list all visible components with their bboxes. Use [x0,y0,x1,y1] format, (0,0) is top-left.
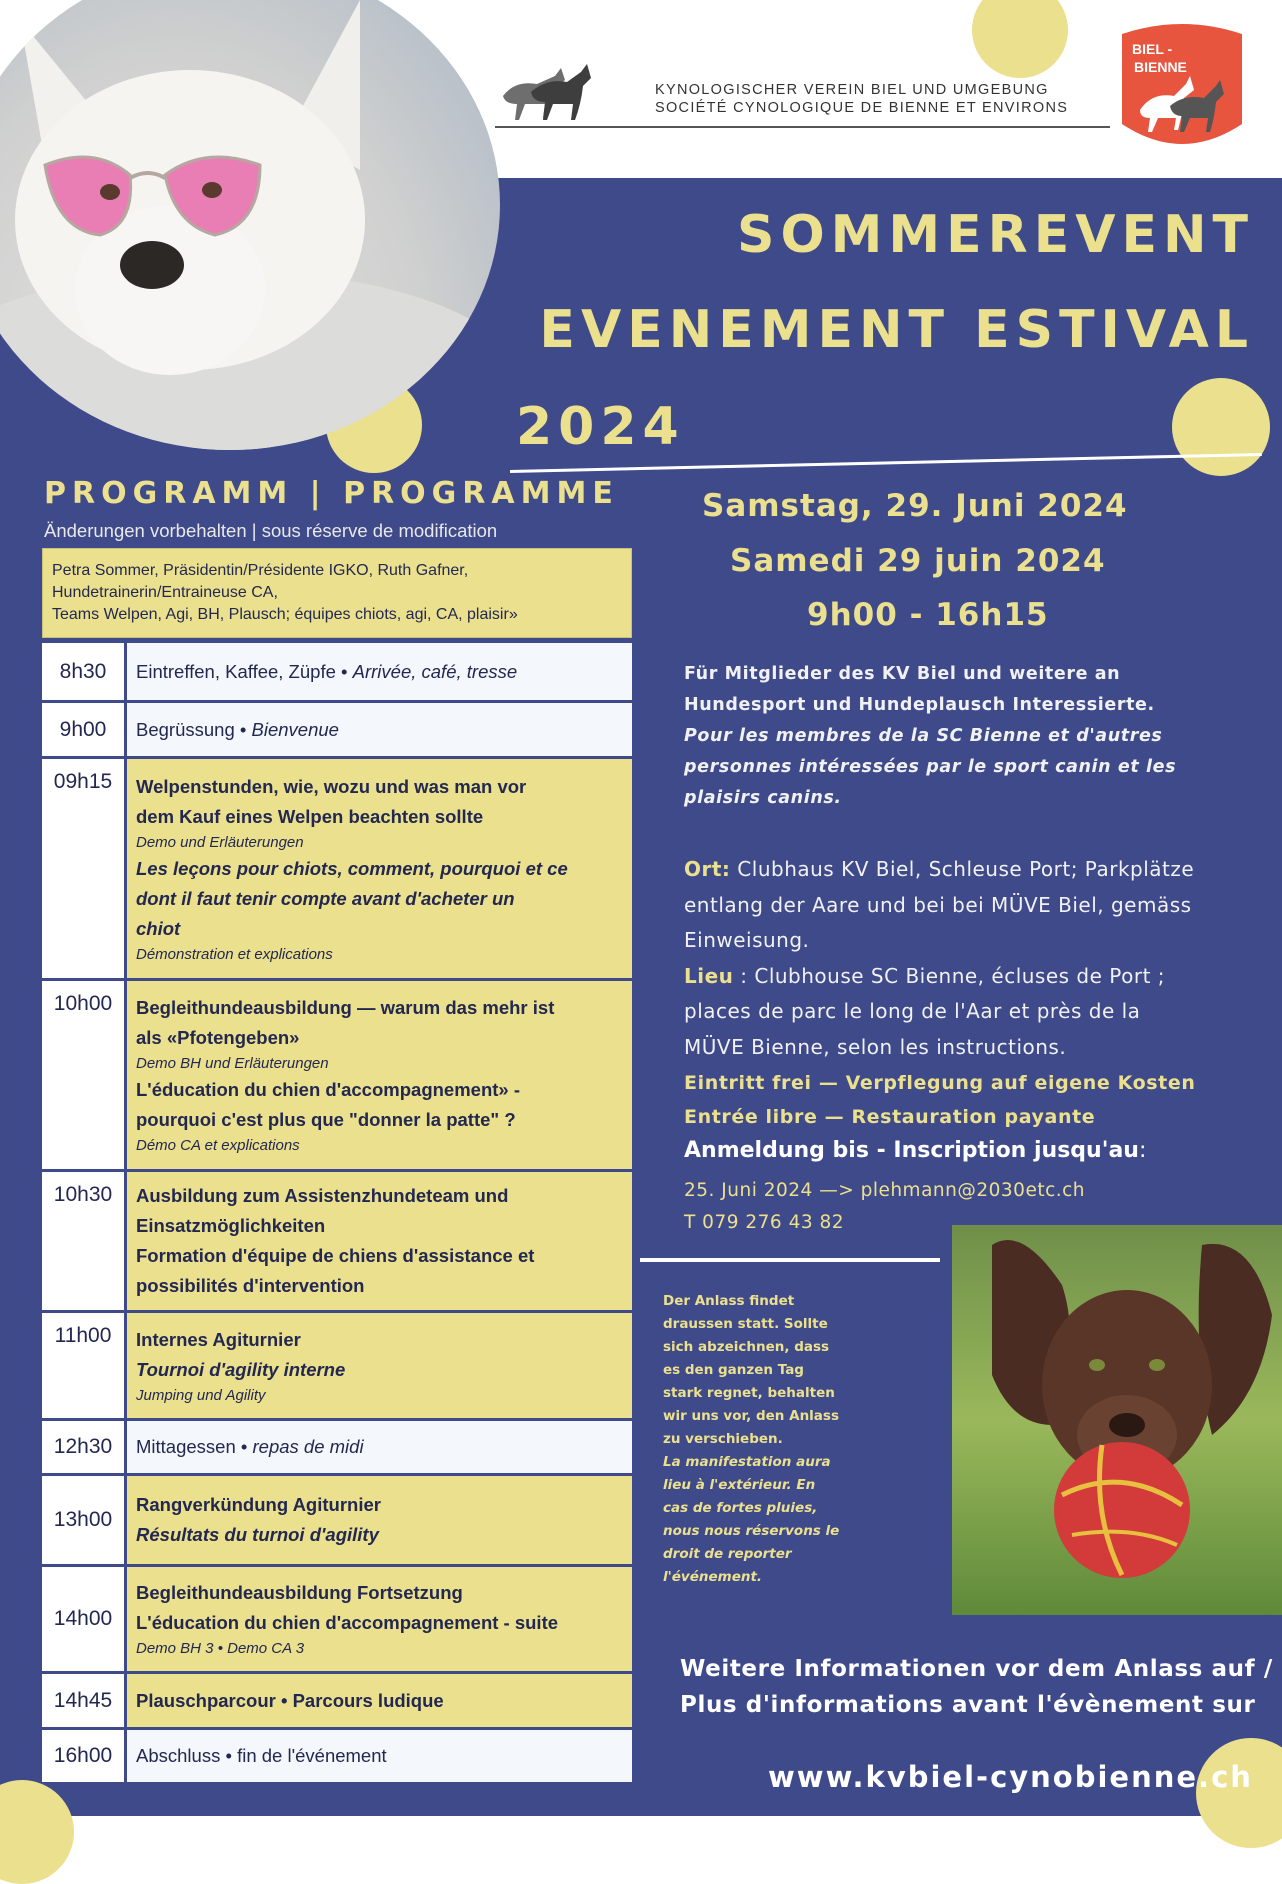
biel-bienne-badge-icon [1112,14,1252,168]
row-note: Jumping und Agility [136,1386,266,1404]
row-text-fr: repas de midi [252,1436,364,1457]
schedule-row [42,759,632,978]
weather-note-line: l'événement. [663,1569,763,1585]
dogs-logo-icon [495,58,603,130]
row-description [127,703,632,756]
registration-colon: : [1138,1138,1147,1163]
row-text-fr: Bienvenue [251,718,339,740]
location-de-text: Clubhaus KV Biel, Schleuse Port; Parkplätze [730,857,1195,881]
club-name-de: KYNOLOGISCHER VEREIN BIEL UND UMGEBUNG [655,82,1049,98]
website-link[interactable]: www.kvbiel-cynobienne.ch [768,1760,1253,1794]
schedule-row [42,981,632,1169]
row-line: chiot [136,917,181,939]
location-fr-line: MÜVE Bienne, selon les instructions. [684,1035,1067,1059]
section-divider [640,1258,940,1262]
audience-fr-line: Pour les membres de la SC Bienne et d'autres [684,726,1163,746]
intro-line: Petra Sommer, Präsidentin/Présidente IGKO, Ruth Gafner, [52,562,469,579]
weather-note-line: sich abzeichnen, dass [663,1339,830,1355]
entry-fr: Entrée libre — Restauration payante [684,1106,1096,1128]
row-time: 8h30 [42,643,124,700]
row-time: 09h15 [42,759,124,978]
header-divider [495,126,1110,128]
row-line: dont il faut tenir compte avant d'acheter un [136,887,515,909]
location-de-line: entlang der Aare und bei bei MÜVE Biel, gemäss [684,893,1192,917]
more-info-de: Weitere Informationen vor dem Anlass auf / [680,1656,1273,1682]
location-de-line: Einweisung. [684,928,810,952]
row-line: Ausbildung zum Assistenzhundeteam und [136,1185,509,1206]
row-note: Démonstration et explications [136,945,333,963]
row-line: L'éducation du chien d'accompagnement» - [136,1079,520,1100]
intro-line: Hundetrainerin/Entraineuse CA, [52,584,278,601]
deco-circle-right [1172,378,1270,476]
program-subheading: Änderungen vorbehalten | sous réserve de modification [44,520,498,541]
registration-label: Anmeldung bis - Inscription jusqu'au [684,1138,1139,1163]
row-note: Demo BH und Erläuterungen [136,1055,329,1072]
row-time: 12h30 [42,1421,124,1473]
schedule-row [42,1476,632,1564]
row-line: pourquoi c'est plus que "donner la patte" ? [136,1109,516,1130]
schedule-row [42,703,632,756]
weather-note-line: wir uns vor, den Anlass [663,1408,839,1424]
location-de-line [684,857,1194,881]
club-name-fr: SOCIÉTÉ CYNOLOGIQUE DE BIENNE ET ENVIRONS [655,100,1069,116]
row-description [127,1421,632,1473]
weather-note-line: La manifestation aura [663,1454,831,1470]
row-line: Tournoi d'agility interne [136,1358,346,1380]
row-line: Einsatzmöglichkeiten [136,1215,326,1236]
row-line: dem Kauf eines Welpen beachten sollte [136,805,484,827]
row-line: Begleithundeausbildung — warum das mehr ist [136,997,555,1018]
row-line: Internes Agiturnier [136,1328,301,1350]
row-time: 16h00 [42,1730,124,1782]
row-description [127,1674,632,1727]
weather-note-line: es den ganzen Tag [663,1362,804,1378]
row-line: Welpenstunden, wie, wozu und was man vor [136,775,527,797]
audience-fr-line: personnes intéressées par le sport canin et les [684,757,1177,777]
location-fr-line: places de parc le long de l'Aar et près de la [684,999,1141,1023]
row-time: 14h00 [42,1567,124,1671]
row-description [127,759,632,978]
row-description [127,1313,632,1418]
schedule-intro [42,548,632,638]
row-text-fr: Arrivée, café, tresse [352,660,518,682]
title-line-2: EVENEMENT ESTIVAL [539,300,1254,360]
row-text-de: Mittagessen • [136,1436,253,1457]
row-line: possibilités d'intervention [136,1275,365,1296]
audience-de-line: Hundesport und Hundeplausch Interessierte. [684,695,1155,715]
row-line: Rangverkündung Agiturnier [136,1494,381,1515]
row-line: Abschluss • fin de l'événement [136,1745,387,1766]
event-date-de: Samstag, 29. Juni 2024 [702,488,1128,524]
row-description [127,1567,632,1671]
row-text-de: Begrüssung • [136,718,252,740]
row-time: 10h00 [42,981,124,1169]
schedule-table [42,548,632,1782]
location-de-label: Ort: [684,857,731,881]
program-heading: PROGRAMM | PROGRAMME [44,476,619,511]
registration-heading [684,1138,1146,1163]
location-fr-text: : Clubhouse SC Bienne, écluses de Port ; [733,964,1166,988]
row-text-de: Eintreffen, Kaffee, Züpfe • [136,660,353,682]
row-line: als «Pfotengeben» [136,1027,300,1048]
puppy-illustration [952,1225,1282,1615]
row-time: 14h45 [42,1674,124,1727]
intro-line: Teams Welpen, Agi, BH, Plausch; équipes chiots, agi, CA, plaisir» [52,606,518,623]
schedule-row [42,1421,632,1473]
audience-fr-line: plaisirs canins. [684,788,842,808]
more-info-fr: Plus d'informations avant l'évènement sur [680,1692,1256,1718]
weather-note-line: nous nous réservons le [663,1523,840,1539]
row-note: Demo und Erläuterungen [136,833,304,851]
row-line: L'éducation du chien d'accompagnement - suite [136,1612,559,1633]
weather-note-line: draussen statt. Sollte [663,1316,828,1332]
registration-deadline: 25. Juni 2024 —> plehmann@2030etc.ch [684,1180,1086,1201]
row-description [127,981,632,1169]
row-line: Begleithundeausbildung Fortsetzung [136,1582,463,1603]
schedule-row [42,1674,632,1727]
row-description [127,1730,632,1782]
schedule-row [42,1313,632,1418]
row-line: Plauschparcour • Parcours ludique [136,1689,444,1711]
weather-note-line: stark regnet, behalten [663,1385,835,1401]
row-note: Demo BH 3 • Demo CA 3 [136,1640,305,1657]
weather-note [663,1290,839,1589]
row-description [127,643,632,700]
row-time: 13h00 [42,1476,124,1564]
row-description [127,1476,632,1564]
schedule-row [42,1172,632,1310]
row-time: 10h30 [42,1172,124,1310]
weather-note-line: lieu à l'extérieur. En [663,1477,816,1493]
location-fr-line [684,964,1165,988]
weather-note-line: zu verschieben. [663,1431,783,1447]
badge-text-1: BIEL - [1132,41,1173,57]
audience-de-line: Für Mitglieder des KV Biel und weitere an [684,664,1121,684]
weather-note-line: Der Anlass findet [663,1293,795,1309]
row-time: 9h00 [42,703,124,756]
schedule-row [42,1567,632,1671]
registration-phone: T 079 276 43 82 [684,1212,845,1233]
location-fr-label: Lieu [684,964,734,988]
row-line: Formation d'équipe de chiens d'assistance et [136,1245,535,1266]
schedule-row [42,643,632,700]
row-description [127,1172,632,1310]
weather-note-line: droit de reporter [663,1546,792,1562]
row-line: Les leçons pour chiots, comment, pourquoi et ce [136,857,568,879]
event-hours: 9h00 - 16h15 [807,597,1049,633]
title-year: 2024 [516,397,685,457]
row-time: 11h00 [42,1313,124,1418]
schedule-row [42,1730,632,1782]
entry-de: Eintritt frei — Verpflegung auf eigene Kosten [684,1072,1196,1094]
row-line: Résultats du turnoi d'agility [136,1524,379,1545]
event-date-fr: Samedi 29 juin 2024 [730,543,1106,579]
badge-text-2: BIENNE [1134,59,1187,75]
title-line-1: SOMMEREVENT [737,205,1254,265]
row-note: Démo CA et explications [136,1137,300,1154]
weather-note-line: cas de fortes pluies, [663,1500,818,1516]
puppy-with-ball-photo [952,1225,1282,1615]
